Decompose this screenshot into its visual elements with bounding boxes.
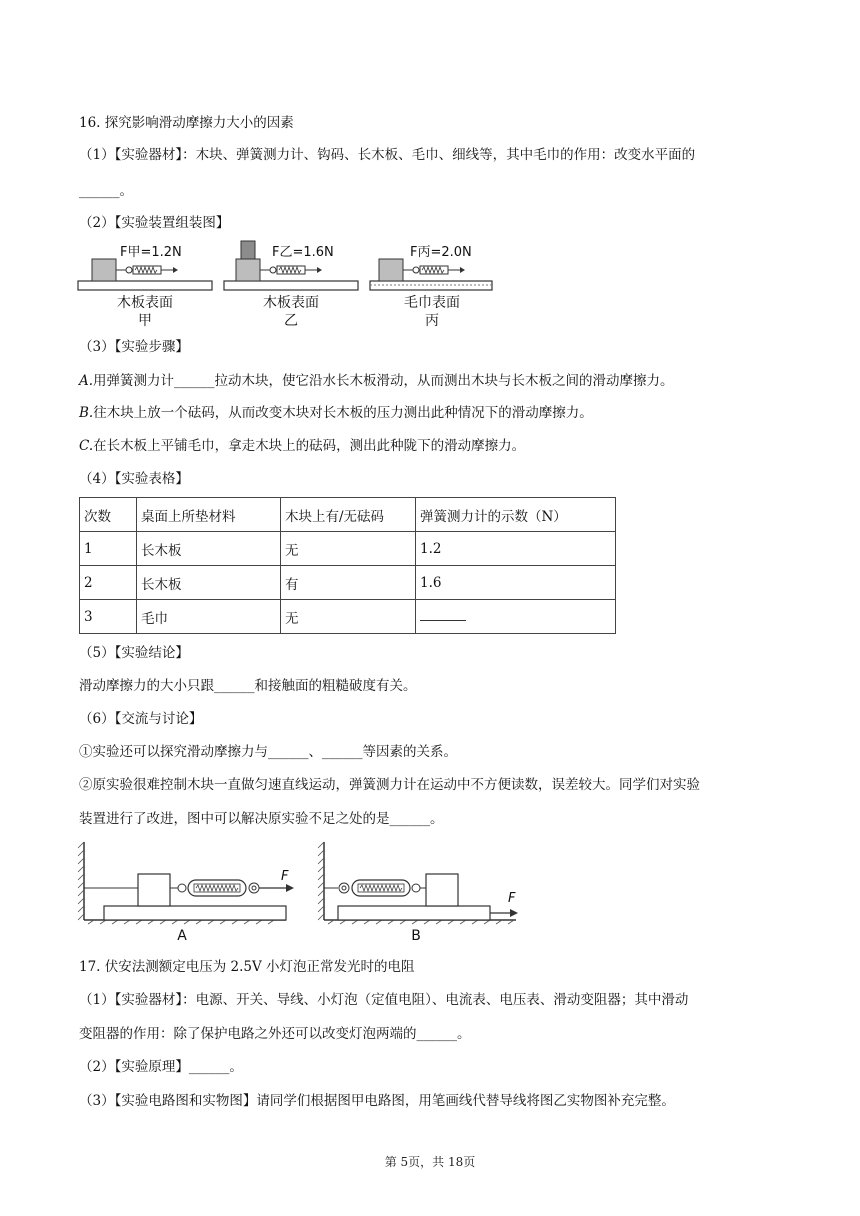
q16-step-b [79, 404, 593, 422]
improved-setup-figure [76, 840, 526, 946]
q16-conclusion: 滑动摩擦力的大小只跟______和接触面的粗糙破度有关。 [79, 678, 417, 694]
surface-label-bing: 毛巾表面 [404, 295, 460, 311]
page-footer: 第 5页，共 18页 [384, 1155, 476, 1169]
q16-part2-heading: （2）【实验装置组装图】 [79, 215, 230, 231]
table-cell: 无 [281, 532, 416, 566]
q16-discussion-2-line1: ②原实验很难控制木块一直做匀速直线运动，弹簧测力计在运动中不方便读数，误差较大。同学们对实验 [79, 777, 700, 793]
q16-part3-heading: （3）【实验步骤】 [79, 339, 189, 355]
table-header-cell: 木块上有/无砝码 [281, 498, 416, 532]
answer-blank [420, 608, 466, 621]
q17-part3: （3）【实验电路图和实物图】请同学们根据图甲电路图，用笔画线代替导线将图乙实物图补充完整。 [79, 1093, 675, 1109]
panel-name-jia: 甲 [138, 313, 152, 329]
setup-panel-yi [224, 241, 358, 329]
force-label-yi: F乙=1.6N [272, 245, 334, 260]
setup-b-label: B [411, 928, 421, 944]
table-header-cell: 桌面上所垫材料 [137, 498, 281, 532]
panel-name-yi: 乙 [284, 313, 298, 329]
q16-step-a [79, 372, 674, 390]
step-b-text: 往木块上放一个砝码，从而改变木块对长木板的压力测出此种情况下的滑动摩擦力。 [93, 405, 593, 421]
table-cell: 长木板 [137, 532, 281, 566]
step-a-text: 用弹簧测力计______拉动木块，使它沿水长木板滑动，从而测出木块与长木板之间的滑动摩擦力。 [93, 373, 674, 389]
q17-part1-line2: 变阻器的作用：除了保护电路之外还可以改变灯泡两端的______。 [79, 1026, 471, 1042]
table-header-row [80, 498, 616, 532]
table-header-cell: 弹簧测力计的示数（N） [416, 498, 616, 532]
table-cell: 1.6 [416, 566, 616, 600]
friction-setup-figure [76, 237, 496, 329]
table-cell: 2 [80, 566, 137, 600]
table-answer-blank-cell [416, 600, 616, 634]
force-label-bing: F丙=2.0N [410, 245, 472, 260]
table-row [80, 532, 616, 566]
q16-part5-heading: （5）【实验结论】 [79, 645, 189, 661]
setup-a-label: A [177, 928, 187, 944]
surface-label-yi: 木板表面 [263, 295, 319, 311]
table-cell: 1 [80, 532, 137, 566]
step-b-letter: B. [79, 405, 94, 421]
q17-part2: （2）【实验原理】______。 [79, 1059, 243, 1075]
q16-step-c [79, 437, 525, 455]
force-label-a: F [281, 869, 289, 884]
table-cell: 无 [281, 600, 416, 634]
setup-b [318, 842, 518, 944]
q16-discussion-1: ①实验还可以探究滑动摩擦力与______、______等因素的关系。 [79, 744, 457, 760]
step-a-letter: A. [79, 373, 94, 389]
q16-discussion-2-line2: 装置进行了改进，图中可以解决原实验不足之处的是______。 [79, 811, 444, 827]
table-cell: 3 [80, 600, 137, 634]
setup-panel-jia [78, 245, 212, 329]
force-label-b: F [508, 891, 516, 906]
table-header-cell: 次数 [80, 498, 137, 532]
q17-title: 17. 伏安法测额定电压为 2.5V 小灯泡正常发光时的电阻 [79, 959, 415, 975]
surface-label-jia: 木板表面 [117, 295, 173, 311]
table-cell: 长木板 [137, 566, 281, 600]
table-row [80, 600, 616, 634]
table-cell: 有 [281, 566, 416, 600]
q16-part4-heading: （4）【实验表格】 [79, 471, 189, 487]
table-cell: 1.2 [416, 532, 616, 566]
step-c-text: 在长木板上平铺毛巾，拿走木块上的砝码，测出此种陇下的滑动摩擦力。 [93, 438, 526, 454]
setup-a [78, 842, 294, 944]
step-c-letter: C. [79, 438, 94, 454]
q16-title: 16. 探究影响滑动摩擦力大小的因素 [79, 115, 294, 131]
q16-part6-heading: （6）【交流与讨论】 [79, 711, 203, 727]
setup-panel-bing [370, 245, 492, 329]
table-cell: 毛巾 [137, 600, 281, 634]
table-row [80, 566, 616, 600]
experiment-table [79, 497, 616, 634]
force-label-jia: F甲=1.2N [120, 245, 182, 260]
panel-name-bing: 丙 [425, 313, 439, 329]
q16-part1-line2: ______。 [79, 183, 133, 199]
q17-part1-line1: （1）【实验器材】：电源、开关、导线、小灯泡（定值电阻）、电流表、电压表、滑动变阻器；其中滑动 [79, 992, 689, 1008]
q16-part1-line1: （1）【实验器材】：木块、弹簧测力计、钩码、长木板、毛巾、细线等，其中毛巾的作用：改变水平面的 [79, 147, 696, 163]
